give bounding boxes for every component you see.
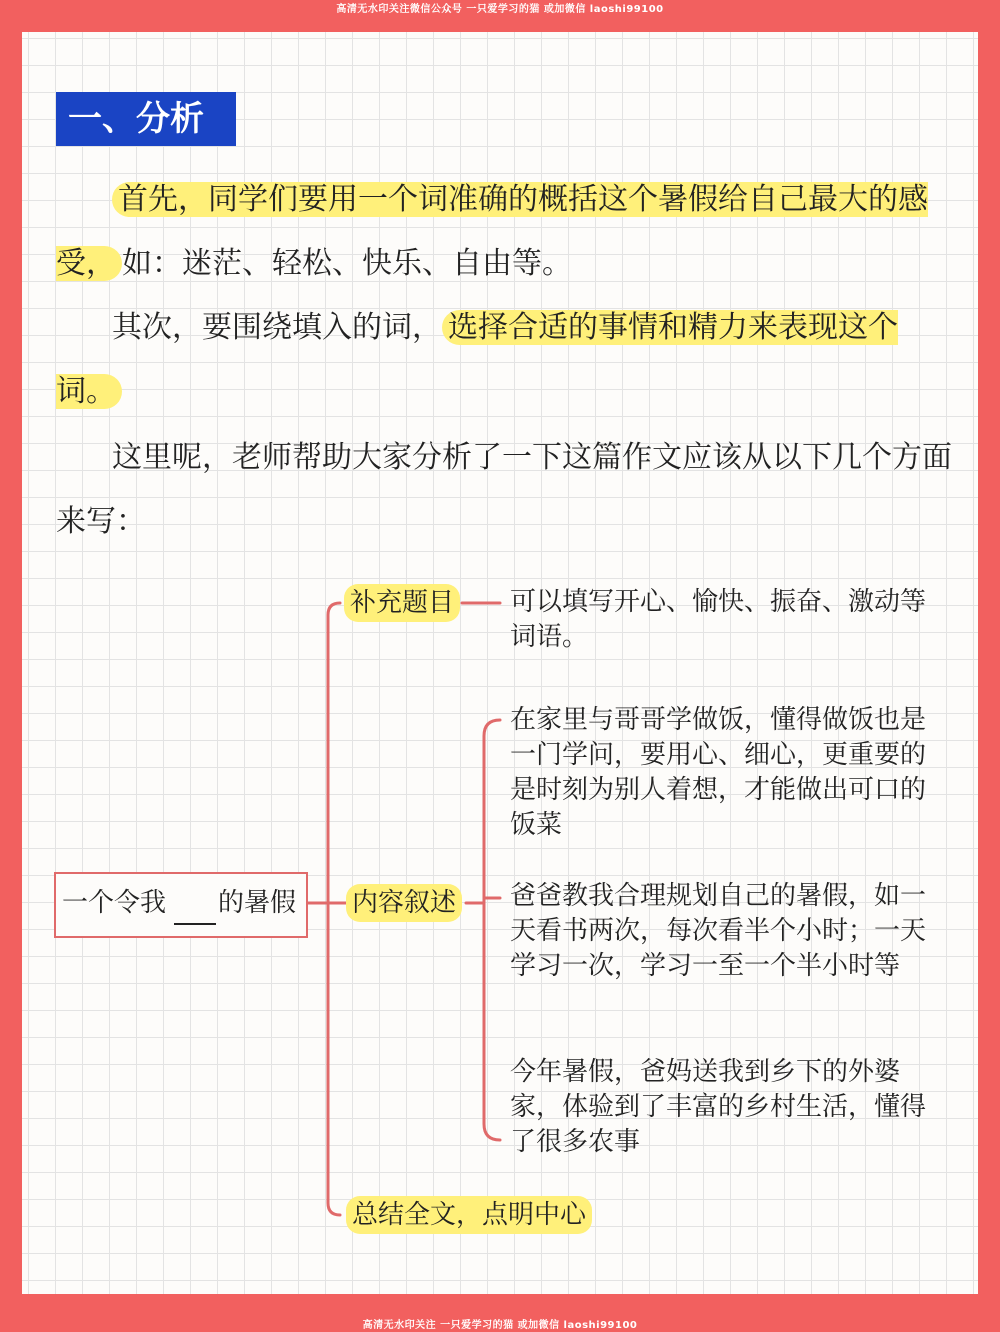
branch-supplement: 补充题目 [344,584,460,622]
paragraph-2-highlight: 选择合适的事情和精力来表现这个词。 [56,310,898,409]
watermark-top: 高清无水印关注微信公众号 一只爱学习的猫 或加微信 laoshi99100 [336,4,664,15]
content-item-3: 今年暑假，爸妈送我到乡下的外婆家，体验到了丰富的乡村生活，懂得了很多农事 [510,1057,927,1157]
mindmap-root-left: 一个令我 [62,888,167,918]
connector-spine [328,603,340,1215]
content-item-2: 爸爸教我合理规划自己的暑假，如一天看书两次，每次看半个小时；一天学习一次，学习一至一个半小时等 [510,881,927,981]
paragraph-3: 这里呢，老师帮助大家分析了一下这篇作文应该从以下几个方面来写： [56,440,952,539]
paragraph-1-text: 如：迷茫、轻松、快乐、自由等。 [122,246,572,281]
branch-summary: 总结全文，点明中心 [346,1196,592,1234]
branch-content: 内容叙述 [346,884,462,922]
paragraph-2-text: 其次，要围绕填入的词， [112,310,442,345]
mindmap-root-right: 的暑假 [218,888,297,918]
fill-in-blank [174,923,216,925]
connector-items-bracket [484,720,500,1140]
watermark-bottom: 高清无水印关注 一只爱学习的猫 或加微信 laoshi99100 [362,1320,638,1331]
section-title: 一、分析 [56,92,236,146]
content-item-1: 在家里与哥哥学做饭，懂得做饭也是一门学问，要用心、细心，更重要的是时刻为别人着想，才能做出可口的饭菜 [510,705,927,840]
supplement-description: 可以填写开心、愉快、振奋、激动等词语。 [510,587,927,652]
paragraph-1-highlight: 首先，同学们要用一个词准确的概括这个暑假给自己最大的感受， [56,182,928,281]
mindmap-root [54,872,308,938]
